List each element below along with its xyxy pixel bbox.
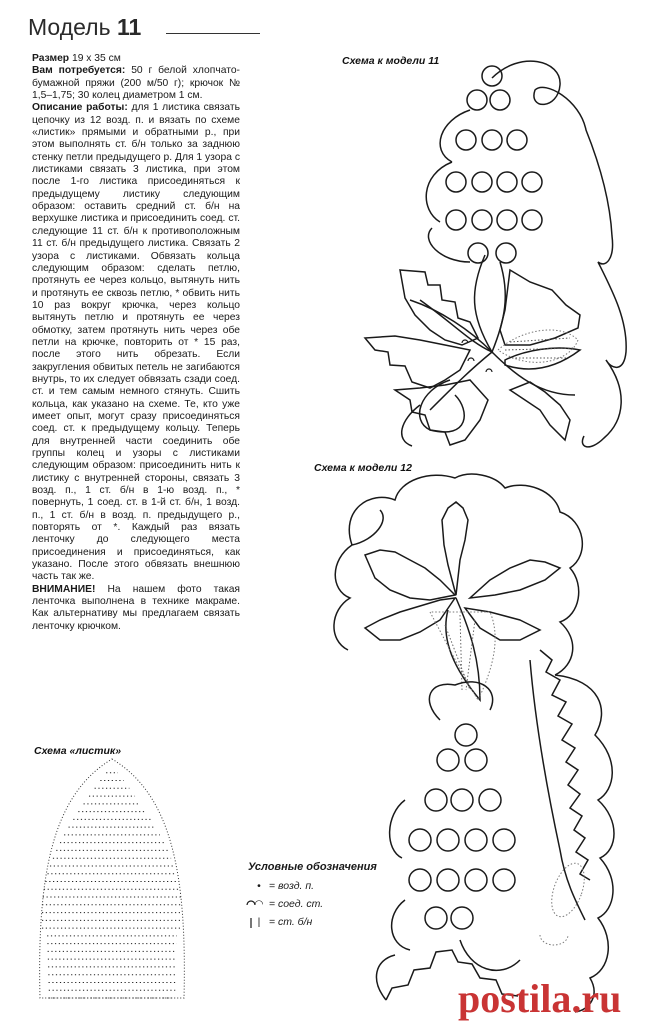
chain-stitch-symbol: • — [257, 880, 261, 892]
scheme11-diagram — [365, 61, 626, 447]
scheme11-bottom-loops — [402, 380, 465, 446]
scheme12-diagram — [334, 474, 614, 1012]
legend-item-single: | = ст. б/н — [252, 916, 312, 932]
scheme12-zigzag-band — [540, 650, 590, 880]
scheme12-zigzag-band-inner — [530, 660, 585, 920]
materials-value: 50 г белой хлопчато-бумажной пряжи (200 м/50 г); крючок № 1,5–1,75; 30 колец диаметром 1 см. — [32, 65, 240, 102]
scheme12-left-loops — [334, 510, 383, 650]
scheme11-leaf-motif — [365, 255, 580, 445]
slip-stitch-mark — [247, 901, 255, 905]
leaf-stitch-chart — [40, 759, 185, 998]
size-value: 19 x 35 см — [71, 53, 121, 64]
scheme11-left-loops — [426, 110, 470, 262]
watermark: postila.ru — [458, 976, 622, 1021]
title-number: 11 — [116, 14, 142, 40]
scheme12-ring-cluster — [409, 724, 515, 929]
note-label: ВНИМАНИЕ! — [32, 583, 96, 595]
scheme12-right-loops — [555, 675, 614, 1012]
scheme11-ring-cluster — [446, 66, 542, 263]
materials-label: Вам потребуется: — [32, 65, 126, 77]
legend-item-chain: • = возд. п. — [252, 880, 314, 896]
legend-title: Условные обозначения — [248, 861, 377, 873]
legend-symbols — [247, 901, 255, 928]
leaf-chart-outline — [40, 759, 185, 998]
scheme12-top-arch — [349, 474, 582, 675]
leaf-caption: Схема «листик» — [34, 745, 122, 757]
scheme12-bottom-loop — [376, 955, 395, 1000]
work-text: для 1 листика связать цепочку из 12 возд. п. и вязать по схеме «листик» прямыми и обратными р., при этом выполнять ст. б/н только за заднюю стенку петли предыдущего р. Для 1 узора с листиками связать 3 листика, при этом после 1-го листика присоединяться к предыдущему листику следующим образом: оставить средний ст. б/н на верхушке листика и присоединить соед. ст. следующие 11 ст. б/н к противоположным 11 ст. б/н предыдущего листика. Связать 2 узора с листиками. Обвязать кольца следующим образом: сделать петлю, протянуть ее через кольцо, вытянуть нить и протянуть ее сквозь петлю, * обвить нить 10 раз вокруг крючка, через кольцо вытянуть петлю и протянуть ее через обмотку, затем протянуть нить через обе петли на крючке, повторить от * 15 раз, после этого нить обрезать. Если закругления обвитых петель не загибаются внутрь, то их следует обвязать сзади соед. ст. и тем самым немного стянуть. Сшить кольца, как указано на схеме. Те, кто уже имеет опыт, могут сразу присоединяться соед. ст. к предыдущему кольцу. Теперь для внутренней части соединить обе группы колец и узоры с листиками следующим образом: присоединить нить к листику с внутренней стороны, связать 3 возд. п., 1 ст. б/н в 1-ю возд. п., * повернуть, 1 соед. ст. в 1-й ст. б/н, 1 возд. п., 1 ст. б/н в возд. п. предыдущего р., повторять от *. Каждый раз вязать ленточку до следующего места присоединения и присоединяться, как указано. После этого обвязать внешнюю часть так же. — [32, 102, 240, 583]
work-label: Описание работы: — [32, 102, 128, 114]
title-prefix: Модель — [28, 14, 111, 40]
legend-item-slip: ◠ = соед. ст. — [252, 898, 323, 914]
slip-stitch-symbol: ◠ — [254, 898, 264, 910]
note-text: На нашем фото такая ленточка выполнена в технике макраме. Как альтернативу мы предлагаем связать ленточку крючком. — [32, 583, 240, 632]
scheme11-caption: Схема к модели 11 — [342, 55, 440, 67]
scheme12-caption: Схема к модели 12 — [314, 462, 412, 474]
size-label: Размер — [32, 53, 70, 64]
single-crochet-symbol: | — [257, 916, 261, 928]
